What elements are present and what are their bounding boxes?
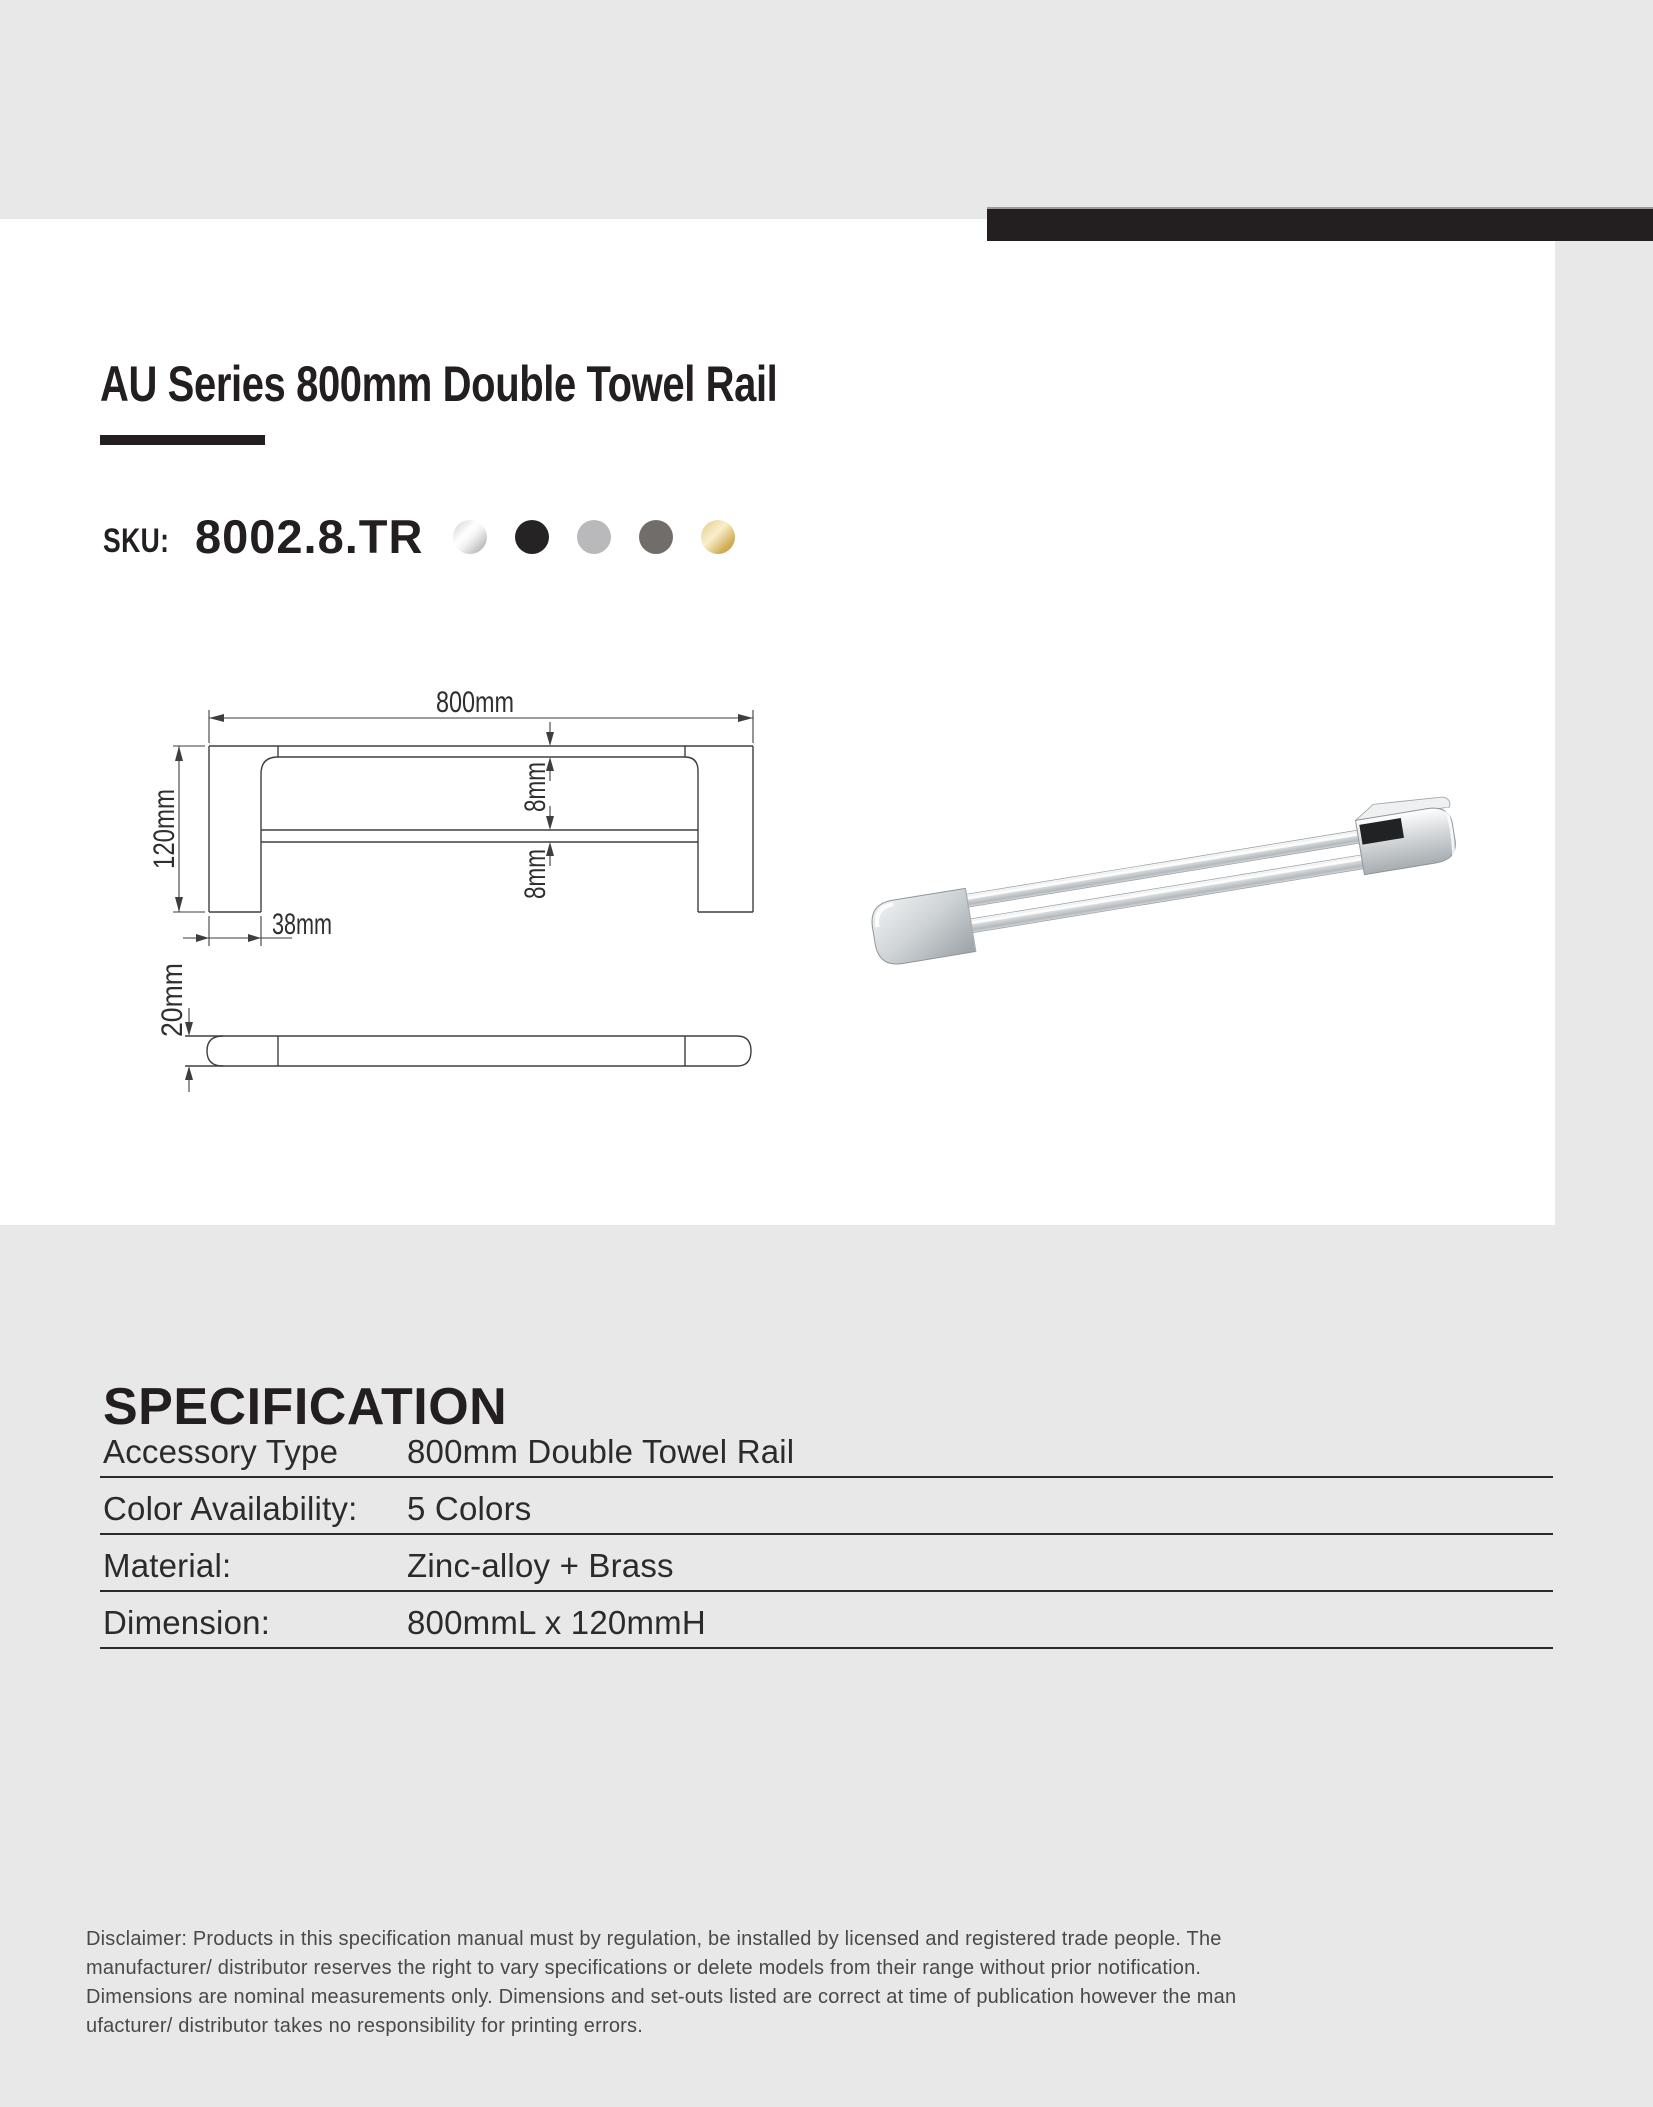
- product-photo: [866, 792, 1461, 967]
- spec-row-divider: [100, 1533, 1553, 1535]
- spec-row-value: 800mmL x 120mmH: [407, 1604, 706, 1641]
- dim-label-width: 800mm: [436, 686, 514, 719]
- photo-left-end-cap: [869, 888, 976, 967]
- left-inner-corner-arc: [261, 757, 278, 774]
- dim-label-depth: 20mm: [156, 953, 189, 1037]
- disclaimer-line: ufacturer/ distributor takes no responsibility for printing errors.: [86, 2015, 643, 2037]
- dim-label-rail-bottom: 8mm: [519, 832, 552, 899]
- dim-label-rail-top: 8mm: [519, 745, 552, 812]
- side-left-cap-arc: [207, 1036, 223, 1066]
- spec-row-label: Material:: [103, 1547, 232, 1584]
- side-right-cap-arc: [737, 1036, 751, 1066]
- front-view-outline: [209, 746, 753, 912]
- dim-label-height: 120mm: [148, 768, 181, 869]
- spec-row-label: Color Availability:: [103, 1490, 358, 1527]
- disclaimer-line: Disclaimer: Products in this specification manual must by regulation, be installed by licensed and registered trade people. The: [86, 1928, 1222, 1950]
- dim-label-post: 38mm: [272, 908, 332, 941]
- dimension-lines: [173, 710, 753, 1092]
- spec-row-divider: [100, 1476, 1553, 1478]
- spec-row-label: Accessory Type: [103, 1433, 339, 1470]
- spec-row-divider: [100, 1590, 1553, 1592]
- specification-heading: SPECIFICATION: [103, 1378, 508, 1437]
- spec-row-divider: [100, 1647, 1553, 1649]
- sku-label: SKU:: [103, 522, 170, 560]
- spec-row-label: Dimension:: [103, 1604, 271, 1641]
- spec-row-value: 800mm Double Towel Rail: [407, 1433, 795, 1470]
- page-title: AU Series 800mm Double Towel Rail: [100, 355, 778, 412]
- disclaimer-line: manufacturer/ distributor reserves the right to vary specifications or delete models from their range without prior notification.: [86, 1957, 1202, 1979]
- spec-row-value: Zinc-alloy + Brass: [407, 1547, 674, 1584]
- disclaimer-line: Dimensions are nominal measurements only. Dimensions and set-outs listed are correct at time of publication however the man: [86, 1986, 1237, 2008]
- sku-value: 8002.8.TR: [195, 510, 424, 563]
- side-view-outline: [185, 1036, 751, 1066]
- spec-row-value: 5 Colors: [407, 1490, 532, 1527]
- right-inner-corner-arc: [685, 757, 698, 771]
